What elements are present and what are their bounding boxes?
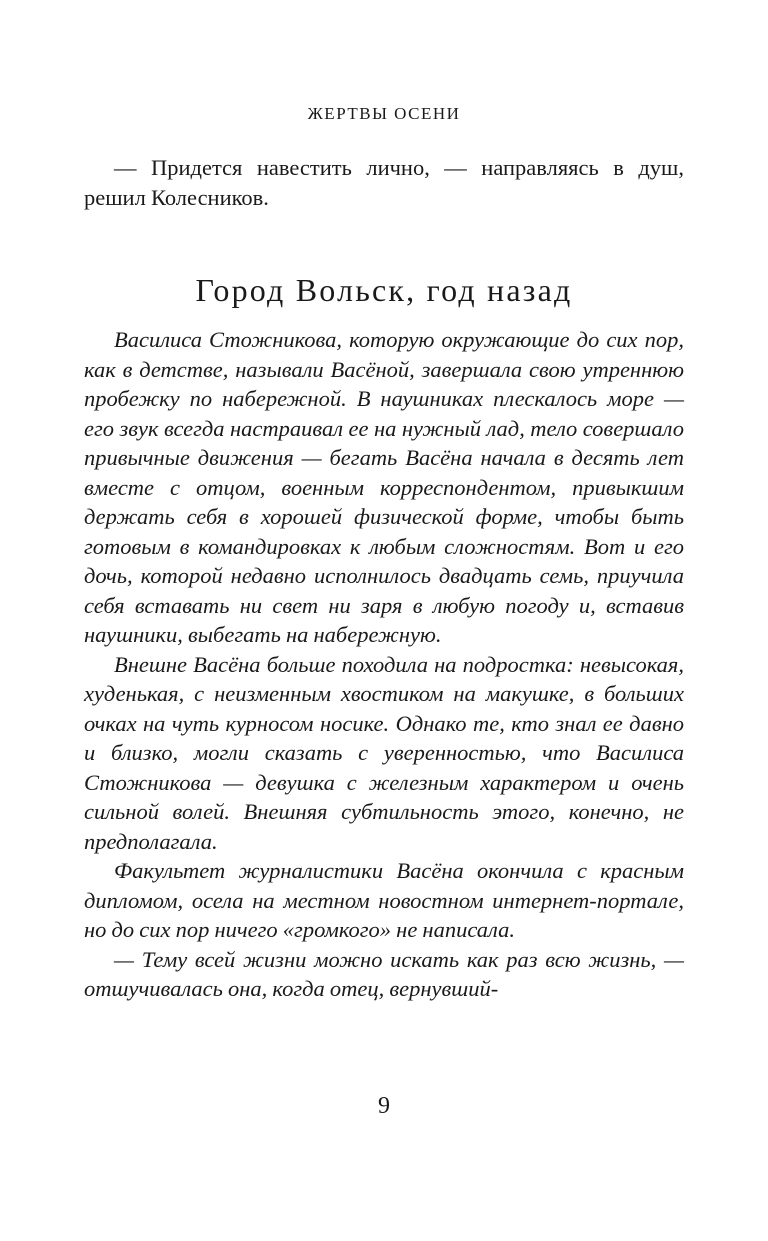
opening-text	[84, 153, 684, 212]
paragraph: Внешне Васёна больше походила на подростка: невысокая, худенькая, с неизменным хвостиком на макушке, в больших очках на чуть курносом носике. Однако те, кто знал ее давно и близко, могли сказать с уверенностью, что Василиса Стожникова — девушка с железным характером и очень сильной волей. Внешняя субтильность этого, конечно, не предполагала.	[84, 651, 684, 854]
paragraph: — Придется навестить лично, — направляясь в душ, решил Колесников.	[84, 155, 684, 210]
paragraph: Факультет журналистики Васёна окончила с красным дипломом, осела на местном новостном интернет-портале, но до сих пор ничего «громкого» не написала.	[84, 858, 684, 942]
section-title: Город Вольск, год назад	[195, 272, 573, 308]
page-number: 9	[378, 1093, 390, 1119]
paragraph: Василиса Стожникова, которую окружающие до сих пор, как в детстве, называли Васёной, завершала свою утреннюю пробежку по набережной. В наушниках плескалось море — его звук всегда настраивал ее на нужный лад, тело совершало привычные движения — бегать Васёна начала в десять лет вместе с отцом, военным корреспондентом, привыкшим держать себя в хорошей физической форме, чтобы быть готовым в командировках к любым сложностям. Вот и его дочь, которой недавно исполнилось двадцать семь, приучила себя вставать ни свет ни заря в любую погоду и, вставив наушники, выбегать на набережную.	[84, 327, 684, 647]
paragraph: — Тему всей жизни можно искать как раз всю жизнь, — отшучивалась она, когда отец, вернувший-	[84, 946, 684, 1001]
body-text	[84, 325, 684, 1004]
running-head: ЖЕРТВЫ ОСЕНИ	[307, 104, 461, 123]
